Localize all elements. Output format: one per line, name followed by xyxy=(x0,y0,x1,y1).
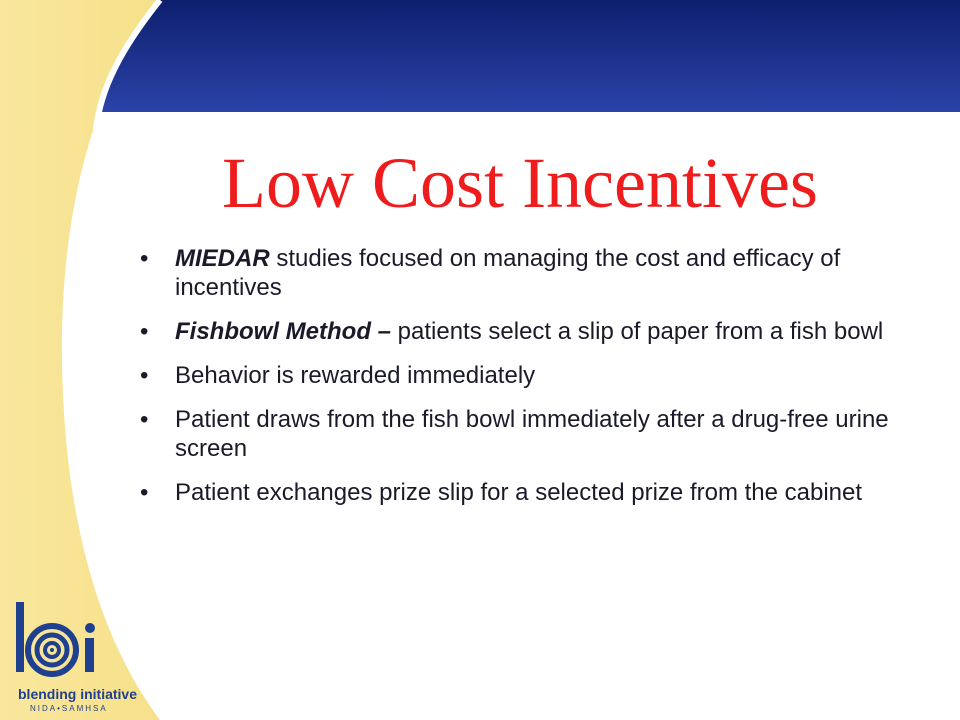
bullet-dot: • xyxy=(140,318,149,345)
bullet-emphasis: Fishbowl Method – xyxy=(175,318,391,345)
bullet-list xyxy=(140,244,900,522)
bullet-text: Patient draws from the fish bowl immediately after a drug-free urine screen xyxy=(175,406,889,462)
bullet-item-3 xyxy=(140,361,900,390)
bullet-emphasis: MIEDAR xyxy=(175,245,270,272)
bullet-text: Patient exchanges prize slip for a selected prize from the cabinet xyxy=(175,479,863,506)
bullet-dot: • xyxy=(140,362,149,389)
logo-subtitle: NIDA•SAMHSA xyxy=(30,704,108,713)
bullet-item-1 xyxy=(140,244,900,302)
bullet-dot: • xyxy=(140,406,149,433)
bullet-item-4 xyxy=(140,405,900,463)
bullet-item-5 xyxy=(140,478,900,507)
bullet-text: patients select a slip of paper from a fish bowl xyxy=(391,318,884,345)
slide-title: Low Cost Incentives xyxy=(222,143,818,223)
bullet-dot: • xyxy=(140,479,149,506)
bullet-item-2 xyxy=(140,317,900,346)
logo-name: blending initiative xyxy=(18,686,138,702)
blending-initiative-logo xyxy=(10,598,150,716)
blending-initiative-logo-icon xyxy=(10,598,130,690)
bullet-dot: • xyxy=(140,245,149,272)
bullet-text: studies focused on managing the cost and efficacy of incentives xyxy=(175,245,841,301)
bullet-text: Behavior is rewarded immediately xyxy=(175,362,536,389)
